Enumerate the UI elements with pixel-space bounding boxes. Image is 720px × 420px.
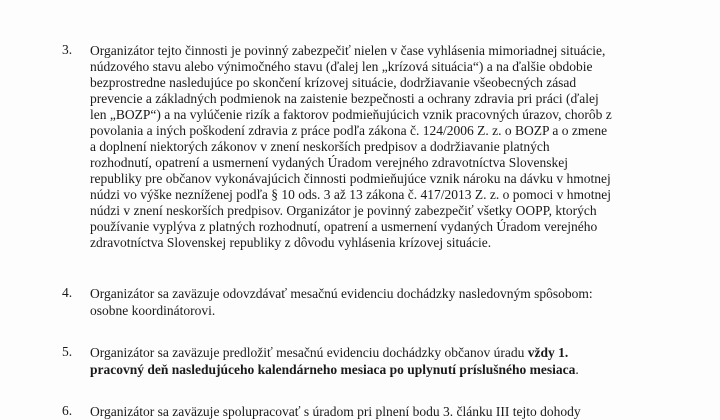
clause-3-line-9: republiky pre občanov vykonávajúcich činnosti podmieňujúce vznik nároku na dávku v hmotnej xyxy=(90,171,611,186)
clause-5 xyxy=(62,343,662,383)
clause-5-line-1 xyxy=(90,344,568,361)
clause-5-line-2-end: . xyxy=(575,362,579,377)
clause-3-line-3: bezprostredne nasledujúce po skončení krízovej situácie, dodržiavanie všeobecných zásad xyxy=(90,75,577,90)
clause-3-line-2: núdzového stavu alebo výnimočného stavu (ďalej len „krízová situácia“) a na ďalšie obdobie xyxy=(90,59,593,74)
clause-3-line-13: zdravotníctva Slovenskej republiky z dôvodu vyhlásenia krízovej situácie. xyxy=(90,235,492,250)
clause-3-line-1: Organizátor tejto činnosti je povinný zabezpečiť nielen v čase vyhlásenia mimoriadnej situácie, xyxy=(90,43,606,58)
clause-6 xyxy=(62,402,662,420)
clause-3-line-7: a doplnení niektorých zákonov v znení neskorších predpisov a dodržiavanie platných xyxy=(90,139,550,154)
clause-5-number: 5. xyxy=(62,344,73,359)
clause-3-line-5: len „BOZP“) a na vylúčenie rizík a faktorov podmieňujúcich vznik pracovných úrazov, chorôb z xyxy=(90,107,612,122)
clause-3-line-11: núdzi v znení neskorších predpisov. Organizátor je povinný zabezpečiť všetky OOPP, ktorých xyxy=(90,203,597,218)
clause-3 xyxy=(62,38,662,260)
clause-5-line-1-text: Organizátor sa zaväzuje predložiť mesačnú evidenciu dochádzky občanov úradu xyxy=(90,345,528,360)
clause-3-line-12: používanie vyplýva z platných rozhodnutí, opatrení a usmernení vydaných Úradom verejného xyxy=(90,219,598,234)
clause-5-deadline-emphasis: vždy 1. xyxy=(527,345,569,360)
clause-3-line-8: rozhodnutí, opatrení a usmernení vydaných Úradom verejného zdravotníctva Slovenskej xyxy=(90,155,568,170)
clause-4-number: 4. xyxy=(62,285,73,300)
clause-3-line-10: núdzi vo výške nezníženej podľa § 10 ods. 3 až 13 zákona č. 417/2013 Z. z. o pomoci v hmotnej xyxy=(90,187,611,202)
clause-5-deadline-text: pracovný deň nasledujúceho kalendárneho mesiaca po uplynutí príslušného mesiaca xyxy=(90,362,576,377)
clause-3-number: 3. xyxy=(62,42,73,57)
clause-3-line-4: prevencie a základných podmienok na zaistenie bezpečnosti a ochrany zdravia pri práci (ďalej xyxy=(90,91,599,106)
clause-4-line-1: Organizátor sa zaväzuje odovzdávať mesačnú evidenciu dochádzky nasledovným spôsobom: xyxy=(90,286,593,301)
clause-4-line-2: osobne koordinátorovi. xyxy=(90,303,216,318)
clause-3-line-6: povolania a iných poškodení zdravia z práce podľa zákona č. 124/2006 Z. z. o BOZP a o zmene xyxy=(90,123,608,138)
clause-6-number: 6. xyxy=(62,403,73,418)
clause-5-line-2 xyxy=(90,361,579,378)
clause-4 xyxy=(62,284,662,324)
clause-6-line-1: Organizátor sa zaväzuje spolupracovať s úradom pri plnení bodu 3. článku III tejto dohody xyxy=(90,404,581,419)
